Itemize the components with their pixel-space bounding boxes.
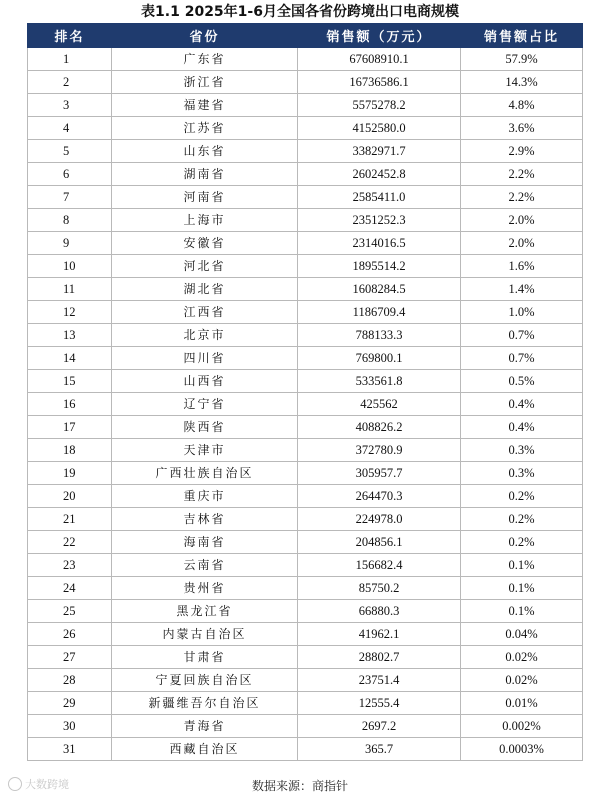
province-cell: 安徽省 — [112, 232, 298, 255]
table-row — [28, 347, 583, 370]
sales-cell: 372780.9 — [298, 439, 461, 462]
rank-cell: 20 — [28, 485, 112, 508]
sales-cell: 2697.2 — [298, 715, 461, 738]
province-cell: 西藏自治区 — [112, 738, 298, 761]
table-row — [28, 692, 583, 715]
province-cell: 云南省 — [112, 554, 298, 577]
rank-cell: 30 — [28, 715, 112, 738]
table-row — [28, 577, 583, 600]
table-row — [28, 554, 583, 577]
table-row — [28, 209, 583, 232]
rank-cell: 9 — [28, 232, 112, 255]
sales-cell: 4152580.0 — [298, 117, 461, 140]
rank-cell: 26 — [28, 623, 112, 646]
rank-cell: 31 — [28, 738, 112, 761]
sales-cell: 788133.3 — [298, 324, 461, 347]
sales-cell: 365.7 — [298, 738, 461, 761]
table-body — [28, 48, 583, 761]
province-cell: 江苏省 — [112, 117, 298, 140]
sales-cell: 1608284.5 — [298, 278, 461, 301]
watermark-text: 大数跨境 — [25, 778, 69, 791]
sales-cell: 533561.8 — [298, 370, 461, 393]
table-row — [28, 117, 583, 140]
rank-cell: 27 — [28, 646, 112, 669]
table-row — [28, 462, 583, 485]
province-cell: 江西省 — [112, 301, 298, 324]
sales-cell: 23751.4 — [298, 669, 461, 692]
share-cell: 0.002% — [461, 715, 583, 738]
share-cell: 0.01% — [461, 692, 583, 715]
province-cell: 四川省 — [112, 347, 298, 370]
province-cell: 湖北省 — [112, 278, 298, 301]
rank-cell: 23 — [28, 554, 112, 577]
share-cell: 0.1% — [461, 600, 583, 623]
rank-cell: 2 — [28, 71, 112, 94]
province-cell: 福建省 — [112, 94, 298, 117]
table-row — [28, 140, 583, 163]
province-cell: 山东省 — [112, 140, 298, 163]
province-cell: 浙江省 — [112, 71, 298, 94]
table-row — [28, 301, 583, 324]
province-cell: 海南省 — [112, 531, 298, 554]
sales-cell: 769800.1 — [298, 347, 461, 370]
data-source: 数据来源：商指针 — [251, 779, 348, 793]
rank-cell: 11 — [28, 278, 112, 301]
rank-cell: 22 — [28, 531, 112, 554]
rank-cell: 7 — [28, 186, 112, 209]
sales-cell: 264470.3 — [298, 485, 461, 508]
rank-cell: 14 — [28, 347, 112, 370]
rank-cell: 18 — [28, 439, 112, 462]
table-row — [28, 393, 583, 416]
share-cell: 3.6% — [461, 117, 583, 140]
rank-cell: 13 — [28, 324, 112, 347]
table-row — [28, 738, 583, 761]
table-row — [28, 71, 583, 94]
province-cell: 内蒙古自治区 — [112, 623, 298, 646]
rank-cell: 29 — [28, 692, 112, 715]
share-cell: 0.3% — [461, 462, 583, 485]
province-cell: 黑龙江省 — [112, 600, 298, 623]
table-row — [28, 255, 583, 278]
header-share: 销售额占比 — [461, 24, 583, 48]
share-cell: 1.6% — [461, 255, 583, 278]
province-cell: 天津市 — [112, 439, 298, 462]
share-cell: 0.4% — [461, 416, 583, 439]
rank-cell: 4 — [28, 117, 112, 140]
rank-cell: 15 — [28, 370, 112, 393]
sales-cell: 28802.7 — [298, 646, 461, 669]
province-cell: 甘肃省 — [112, 646, 298, 669]
sales-cell: 2314016.5 — [298, 232, 461, 255]
rank-cell: 25 — [28, 600, 112, 623]
table-row — [28, 485, 583, 508]
province-cell: 吉林省 — [112, 508, 298, 531]
share-cell: 0.7% — [461, 347, 583, 370]
sales-cell: 305957.7 — [298, 462, 461, 485]
share-cell: 0.5% — [461, 370, 583, 393]
sales-cell: 3382971.7 — [298, 140, 461, 163]
share-cell: 1.4% — [461, 278, 583, 301]
rank-cell: 8 — [28, 209, 112, 232]
share-cell: 0.04% — [461, 623, 583, 646]
province-cell: 青海省 — [112, 715, 298, 738]
sales-cell: 1895514.2 — [298, 255, 461, 278]
share-cell: 2.0% — [461, 232, 583, 255]
sales-cell: 67608910.1 — [298, 48, 461, 71]
share-cell: 2.2% — [461, 186, 583, 209]
header-province: 省份 — [112, 24, 298, 48]
table-row — [28, 508, 583, 531]
sales-cell: 2602452.8 — [298, 163, 461, 186]
share-cell: 2.2% — [461, 163, 583, 186]
table-row — [28, 324, 583, 347]
share-cell: 0.0003% — [461, 738, 583, 761]
table-row — [28, 94, 583, 117]
province-cell: 贵州省 — [112, 577, 298, 600]
province-cell: 河北省 — [112, 255, 298, 278]
share-cell: 0.1% — [461, 554, 583, 577]
table-row — [28, 278, 583, 301]
province-cell: 新疆维吾尔自治区 — [112, 692, 298, 715]
sales-cell: 66880.3 — [298, 600, 461, 623]
sales-table — [27, 23, 583, 761]
province-cell: 山西省 — [112, 370, 298, 393]
table-row — [28, 623, 583, 646]
rank-cell: 3 — [28, 94, 112, 117]
province-cell: 河南省 — [112, 186, 298, 209]
table-row — [28, 416, 583, 439]
rank-cell: 24 — [28, 577, 112, 600]
rank-cell: 12 — [28, 301, 112, 324]
rank-cell: 6 — [28, 163, 112, 186]
table-row — [28, 715, 583, 738]
table-row — [28, 531, 583, 554]
sales-cell: 204856.1 — [298, 531, 461, 554]
rank-cell: 28 — [28, 669, 112, 692]
table-row — [28, 669, 583, 692]
share-cell: 2.0% — [461, 209, 583, 232]
share-cell: 0.2% — [461, 531, 583, 554]
sales-cell: 2585411.0 — [298, 186, 461, 209]
rank-cell: 1 — [28, 48, 112, 71]
share-cell: 0.02% — [461, 669, 583, 692]
sales-cell: 2351252.3 — [298, 209, 461, 232]
province-cell: 上海市 — [112, 209, 298, 232]
table-row — [28, 232, 583, 255]
share-cell: 14.3% — [461, 71, 583, 94]
sales-cell: 5575278.2 — [298, 94, 461, 117]
rank-cell: 17 — [28, 416, 112, 439]
sales-cell: 408826.2 — [298, 416, 461, 439]
rank-cell: 5 — [28, 140, 112, 163]
province-cell: 重庆市 — [112, 485, 298, 508]
share-cell: 0.3% — [461, 439, 583, 462]
share-cell: 0.02% — [461, 646, 583, 669]
share-cell: 57.9% — [461, 48, 583, 71]
header-rank: 排名 — [28, 24, 112, 48]
rank-cell: 19 — [28, 462, 112, 485]
rank-cell: 16 — [28, 393, 112, 416]
province-cell: 陕西省 — [112, 416, 298, 439]
sales-cell: 85750.2 — [298, 577, 461, 600]
table-header-row — [28, 24, 583, 48]
sales-cell: 425562 — [298, 393, 461, 416]
table-row — [28, 163, 583, 186]
share-cell: 4.8% — [461, 94, 583, 117]
table-row — [28, 646, 583, 669]
table-row — [28, 186, 583, 209]
share-cell: 0.1% — [461, 577, 583, 600]
table-row — [28, 439, 583, 462]
share-cell: 0.2% — [461, 508, 583, 531]
sales-cell: 156682.4 — [298, 554, 461, 577]
province-cell: 湖南省 — [112, 163, 298, 186]
sales-cell: 16736586.1 — [298, 71, 461, 94]
sales-cell: 1186709.4 — [298, 301, 461, 324]
province-cell: 广东省 — [112, 48, 298, 71]
province-cell: 宁夏回族自治区 — [112, 669, 298, 692]
table-row — [28, 370, 583, 393]
province-cell: 辽宁省 — [112, 393, 298, 416]
share-cell: 2.9% — [461, 140, 583, 163]
table-title: 表1.1 2025年1-6月全国各省份跨境出口电商规模 — [141, 4, 459, 20]
share-cell: 0.2% — [461, 485, 583, 508]
sales-cell: 12555.4 — [298, 692, 461, 715]
rank-cell: 21 — [28, 508, 112, 531]
share-cell: 1.0% — [461, 301, 583, 324]
province-cell: 北京市 — [112, 324, 298, 347]
table-row — [28, 48, 583, 71]
table-row — [28, 600, 583, 623]
header-sales: 销售额（万元） — [298, 24, 461, 48]
rank-cell: 10 — [28, 255, 112, 278]
share-cell: 0.7% — [461, 324, 583, 347]
sales-cell: 224978.0 — [298, 508, 461, 531]
share-cell: 0.4% — [461, 393, 583, 416]
province-cell: 广西壮族自治区 — [112, 462, 298, 485]
sales-cell: 41962.1 — [298, 623, 461, 646]
